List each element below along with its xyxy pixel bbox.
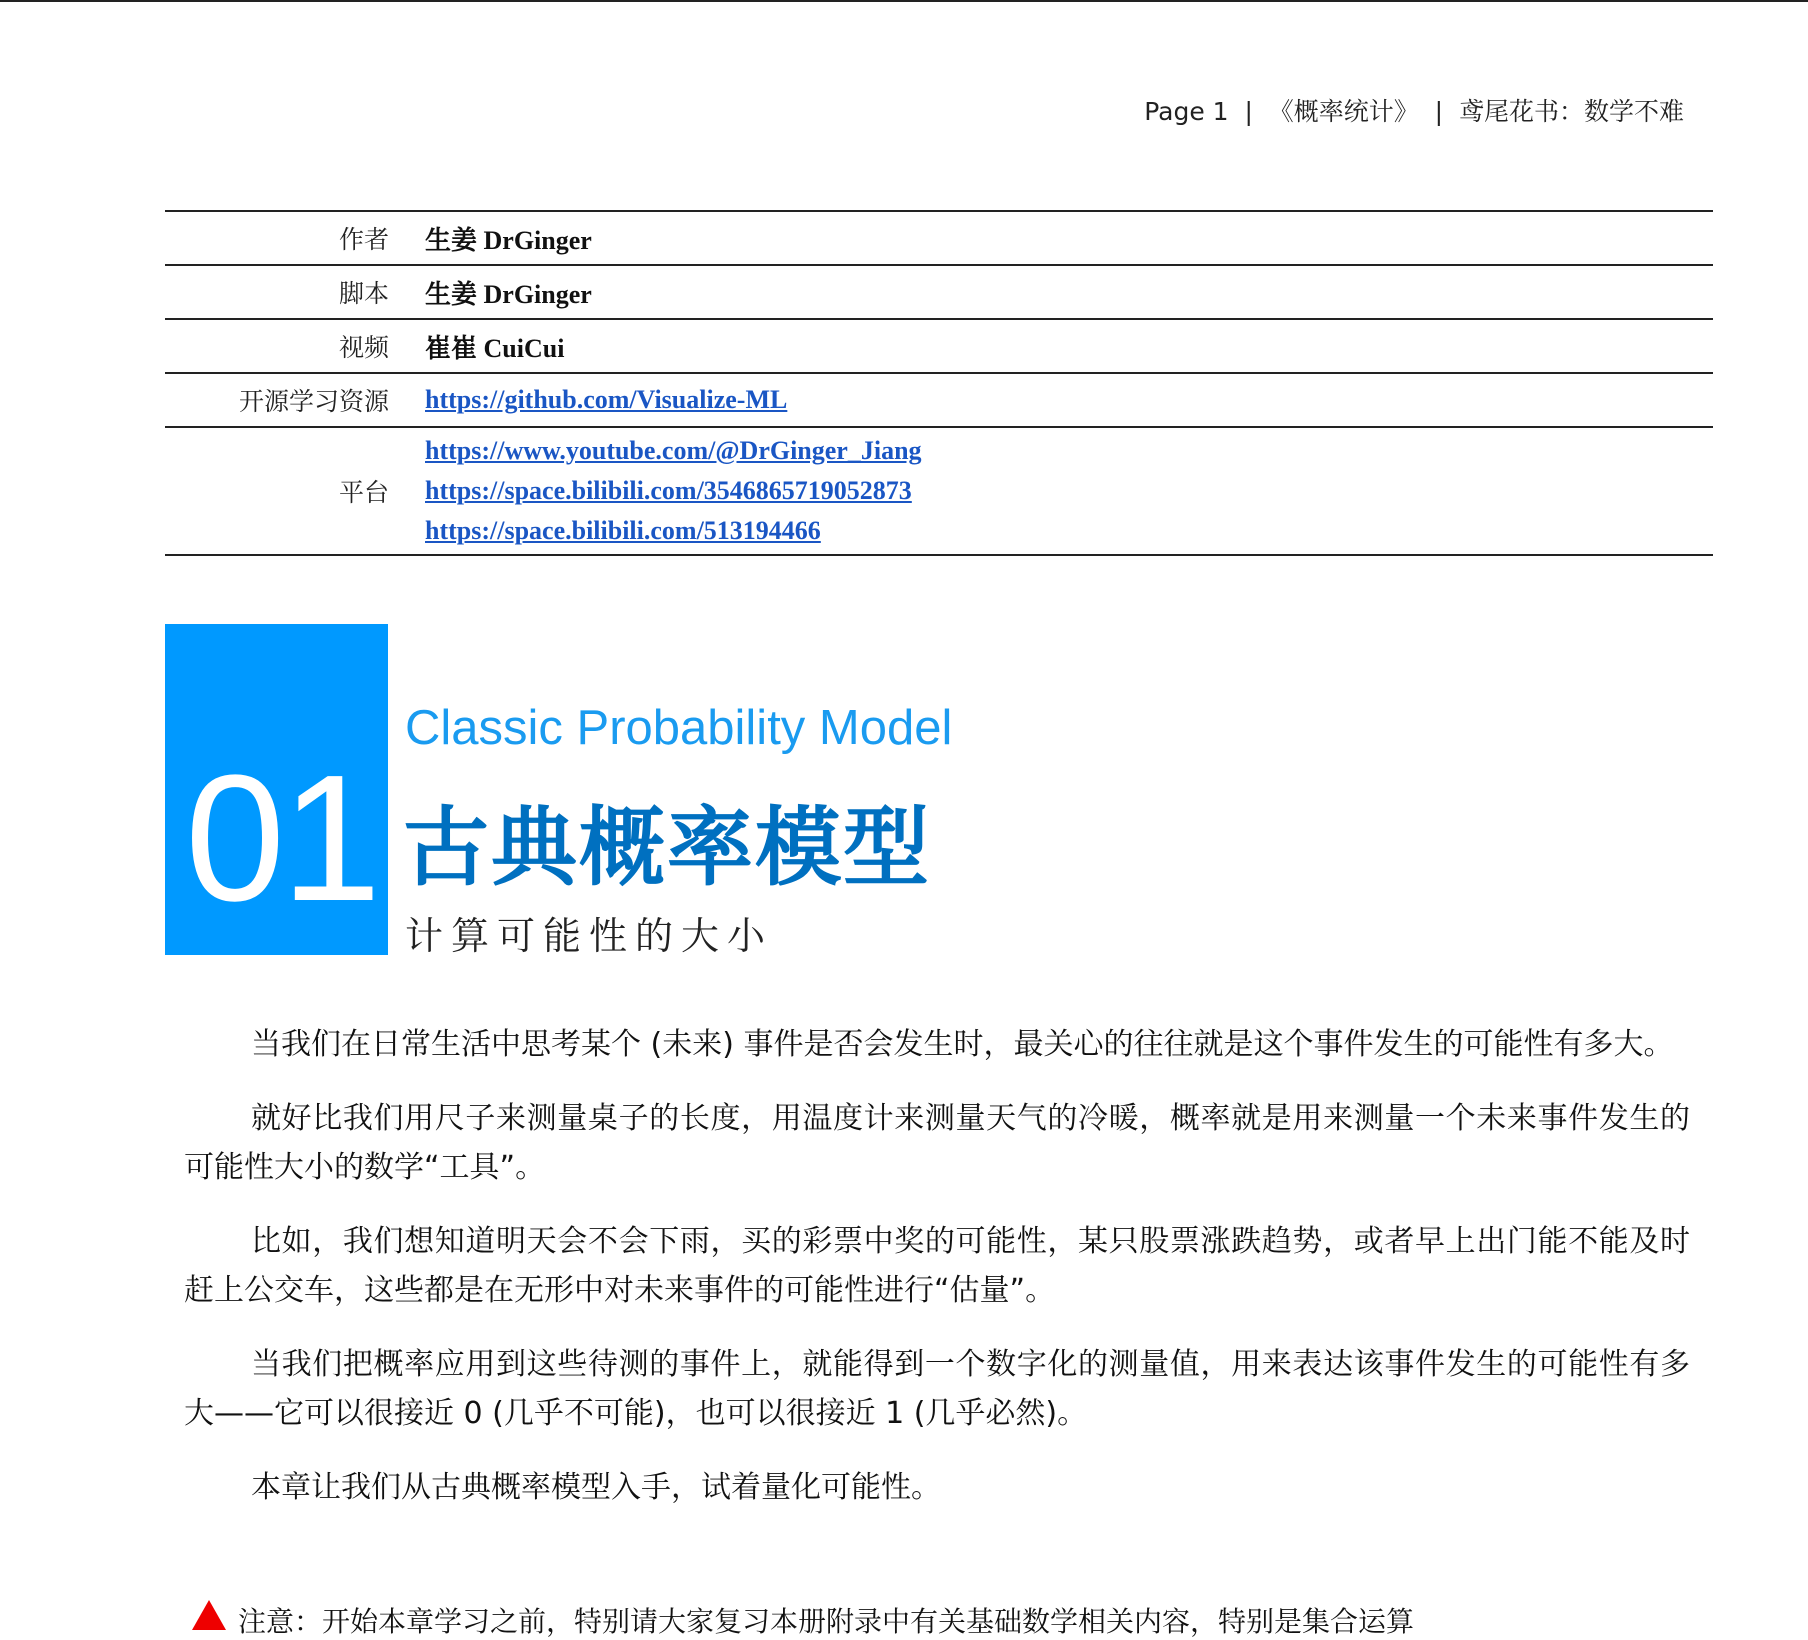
- paragraph: 本章让我们从古典概率模型入手，试着量化可能性。: [251, 1470, 941, 1505]
- credits-table: [165, 210, 1713, 556]
- warning-text: 注意：开始本章学习之前，特别请大家复习本册附录中有关基础数学相关内容，特别是集合运算: [238, 1605, 1415, 1638]
- credits-label: 开源学习资源: [238, 387, 389, 416]
- running-head: Page 1 | 《概率统计》 | 鸢尾花书：数学不难: [1144, 97, 1684, 126]
- warning-icon: [192, 1600, 226, 1630]
- credits-value: 崔崔 CuiCui: [425, 333, 565, 363]
- chapter-number: 01: [185, 738, 378, 939]
- credits-row-platform: [165, 428, 1713, 556]
- credits-label: 视频: [338, 333, 389, 362]
- bilibili-link-1[interactable]: https://space.bilibili.com/3546865719052873: [425, 476, 912, 505]
- credits-value: 生姜 DrGinger: [425, 279, 592, 309]
- chapter-subtitle: 计算可能性的大小: [405, 914, 774, 958]
- credits-row-author: [165, 212, 1713, 266]
- warning-note: [192, 1600, 1414, 1640]
- credits-label: 脚本: [338, 279, 389, 308]
- paragraph: 当我们在日常生活中思考某个 (未来) 事件是否会发生时，最关心的往往就是这个事件发生的可能性有多大。: [251, 1027, 1674, 1062]
- chapter-number-box: [165, 624, 388, 955]
- credits-row-resources: [165, 374, 1713, 428]
- youtube-link[interactable]: https://www.youtube.com/@DrGinger_Jiang: [425, 436, 922, 465]
- credits-label: 平台: [338, 478, 389, 507]
- chapter-english-title: Classic Probability Model: [405, 701, 953, 755]
- credits-value: 生姜 DrGinger: [425, 225, 592, 255]
- github-link[interactable]: https://github.com/Visualize-ML: [425, 385, 788, 414]
- chapter-title: 古典概率模型: [403, 798, 931, 898]
- credits-label: 作者: [338, 225, 389, 254]
- top-rule: [0, 0, 1808, 2]
- body-text: [184, 1020, 1690, 1537]
- credits-row-video: [165, 320, 1713, 374]
- bilibili-link-2[interactable]: https://space.bilibili.com/513194466: [425, 516, 821, 545]
- paragraph: 当我们把概率应用到这些待测的事件上，就能得到一个数字化的测量值，用来表达该事件发生的可能性有多大——它可以很接近 0 (几乎不可能)，也可以很接近 1 (几乎必然)。: [184, 1347, 1690, 1431]
- paragraph: 就好比我们用尺子来测量桌子的长度，用温度计来测量天气的冷暖，概率就是用来测量一个未来事件发生的可能性大小的数学“工具”。: [184, 1101, 1690, 1185]
- paragraph: 比如，我们想知道明天会不会下雨，买的彩票中奖的可能性，某只股票涨跌趋势，或者早上出门能不能及时赶上公交车，这些都是在无形中对未来事件的可能性进行“估量”。: [184, 1224, 1690, 1308]
- credits-row-script: [165, 266, 1713, 320]
